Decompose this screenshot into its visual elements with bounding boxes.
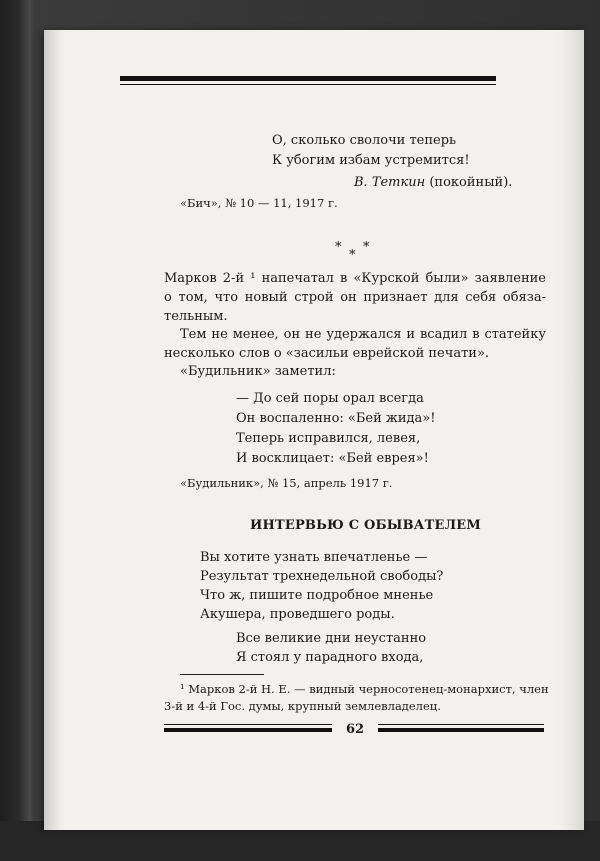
footer-rule-thick [164, 728, 332, 732]
poem1-author-note: (покойный). [429, 175, 513, 190]
poem2-line: Он воспаленно: «Бей жида»! [236, 411, 436, 426]
paragraph-line: Марков 2-й ¹ напечатал в «Курской были» заявление [164, 271, 546, 286]
poem1-line: К убогим избам устремится! [272, 153, 470, 168]
poem1-attribution [354, 174, 512, 192]
section-poem-line: Результат трехнедельной свободы? [200, 569, 444, 584]
footer-rule-thin [164, 724, 332, 725]
page-number: 62 [345, 722, 365, 737]
asterism-star: * [335, 240, 342, 255]
asterism-star: * [349, 248, 356, 263]
section-poem-line: Вы хотите узнать впечатленье — [200, 550, 428, 565]
poem2-line: — До сей поры орал всегда [236, 391, 424, 406]
header-rule-thick [120, 76, 496, 81]
section-poem-line: Все великие дни неустанно [236, 631, 427, 646]
footer-rule-right [378, 724, 544, 736]
section-poem-line: Что ж, пишите подробное мненье [200, 588, 434, 603]
header-rule-thin [120, 84, 496, 85]
poem1-source: «Бич», № 10 — 11, 1917 г. [180, 196, 338, 210]
poem1-line: О, сколько сволочи теперь [272, 133, 457, 148]
footer-rule-thick [378, 728, 544, 732]
paragraph-line: о том, что новый строй он признает для себя обяза- [164, 290, 546, 305]
footnote-line: ¹ Марков 2-й Н. Е. — видный черносотенец-монархист, член [180, 682, 549, 696]
footnote-line: 3-й и 4-й Гос. думы, крупный землевладелец. [164, 699, 441, 713]
poem1-author: В. Теткин [354, 175, 426, 190]
page-edge-shadow [558, 30, 584, 830]
section-title: ИНТЕРВЬЮ С ОБЫВАТЕЛЕМ [250, 518, 481, 533]
section-poem-line: Акушера, проведшего роды. [200, 607, 395, 622]
paragraph-line: несколько слов о «засильи еврейской печати». [164, 346, 490, 361]
header-rule [120, 76, 496, 85]
paragraph-line: «Будильник» заметил: [180, 364, 336, 379]
section-poem-line: Я стоял у парадного входа, [236, 650, 424, 665]
footnote-rule [180, 674, 264, 675]
footer-rule-left [164, 724, 332, 736]
asterism-separator [335, 240, 375, 264]
paragraph-line: тельным. [164, 309, 228, 324]
poem2-line: И восклицает: «Бей еврея»! [236, 451, 429, 466]
paragraph-line: Тем не менее, он не удержался и всадил в статейку [180, 327, 546, 342]
footer-rule-thin [378, 724, 544, 725]
poem2-source: «Будильник», № 15, апрель 1917 г. [180, 476, 393, 490]
asterism-star: * [363, 240, 370, 255]
poem2-line: Теперь исправился, левея, [236, 431, 421, 446]
page-gutter-shadow [44, 30, 66, 830]
